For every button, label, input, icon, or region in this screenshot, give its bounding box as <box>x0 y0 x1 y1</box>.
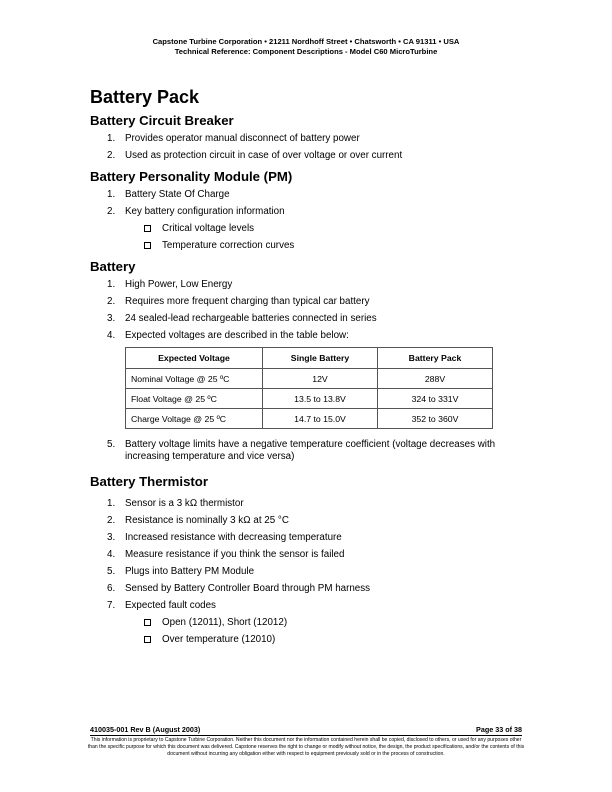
footer-row <box>90 725 522 734</box>
square-bullet-icon <box>144 619 151 626</box>
list-item <box>90 512 530 529</box>
table-cell: Charge Voltage @ 25 ºC <box>126 409 263 429</box>
sub-item-text: Critical voltage levels <box>162 223 255 234</box>
table-cell: 14.7 to 15.0V <box>263 409 378 429</box>
item-number: 5. <box>107 566 116 577</box>
item-text: Battery voltage limits have a negative temperature coefficient (voltage decreases with increasing temperature and vice versa) <box>125 439 496 462</box>
item-text: Plugs into Battery PM Module <box>125 566 255 577</box>
item-text: Key battery configuration information <box>125 206 285 217</box>
item-text: Sensed by Battery Controller Board through PM harness <box>125 583 371 594</box>
sub-list-item <box>90 631 530 648</box>
page-header <box>0 37 612 57</box>
table-header-cell: Expected Voltage <box>126 348 263 369</box>
item-text: Used as protection circuit in case of over voltage or over current <box>125 150 403 161</box>
table-cell: 12V <box>263 369 378 389</box>
table-header-row <box>126 348 493 369</box>
list-item <box>90 310 530 327</box>
item-number: 2. <box>107 515 116 526</box>
thermistor-list <box>90 495 530 648</box>
item-number: 2. <box>107 296 116 307</box>
table-cell: 352 to 360V <box>378 409 493 429</box>
list-item <box>90 130 530 147</box>
item-text: Resistance is nominally 3 kΩ at 25 °C <box>125 515 289 526</box>
table-cell: 288V <box>378 369 493 389</box>
list-item <box>90 276 530 293</box>
list-item <box>90 580 530 597</box>
table-cell: Nominal Voltage @ 25 ºC <box>126 369 263 389</box>
section-heading-pm: Battery Personality Module (PM) <box>90 169 293 184</box>
item-text: 24 sealed-lead rechargeable batteries connected in series <box>125 313 377 324</box>
table-row <box>126 369 493 389</box>
table-row <box>126 409 493 429</box>
list-item <box>90 529 530 546</box>
section-heading-battery: Battery <box>90 259 136 274</box>
voltage-table <box>125 347 493 429</box>
table-row <box>126 389 493 409</box>
item-text: Requires more frequent charging than typical car battery <box>125 296 370 307</box>
table-cell: Float Voltage @ 25 ºC <box>126 389 263 409</box>
sub-list-item <box>90 220 530 237</box>
item-text: Expected voltages are described in the table below: <box>125 330 349 341</box>
footer-divider <box>90 735 522 736</box>
sub-item-text: Over temperature (12010) <box>162 634 276 645</box>
header-address: Capstone Turbine Corporation • 21211 Nordhoff Street • Chatsworth • CA 91311 • USA <box>152 37 460 46</box>
item-text: Measure resistance if you think the sensor is failed <box>125 549 345 560</box>
sub-item-text: Temperature correction curves <box>162 240 295 251</box>
section-heading-breaker: Battery Circuit Breaker <box>90 113 234 128</box>
battery-list <box>90 276 530 344</box>
section-heading-thermistor: Battery Thermistor <box>90 474 208 489</box>
item-number: 1. <box>107 279 116 290</box>
item-number: 4. <box>107 549 116 560</box>
item-number: 3. <box>107 532 116 543</box>
list-item <box>90 439 530 463</box>
item-text: High Power, Low Energy <box>125 279 233 290</box>
sub-list-item <box>90 237 530 254</box>
item-text: Increased resistance with decreasing temperature <box>125 532 342 543</box>
item-number: 5. <box>107 439 116 450</box>
pm-list <box>90 186 530 254</box>
sub-list-item <box>90 614 530 631</box>
item-number: 1. <box>107 189 116 200</box>
table-header-cell: Single Battery <box>263 348 378 369</box>
list-item <box>90 327 530 344</box>
item-number: 1. <box>107 133 116 144</box>
table-cell: 324 to 331V <box>378 389 493 409</box>
list-item <box>90 147 530 164</box>
list-item <box>90 203 530 220</box>
square-bullet-icon <box>144 242 151 249</box>
item-text: Battery State Of Charge <box>125 189 230 200</box>
square-bullet-icon <box>144 636 151 643</box>
item-text: Sensor is a 3 kΩ thermistor <box>125 498 244 509</box>
item-number: 6. <box>107 583 116 594</box>
sub-item-text: Open (12011), Short (12012) <box>162 617 288 628</box>
list-item <box>90 546 530 563</box>
item-number: 2. <box>107 206 116 217</box>
table-cell: 13.5 to 13.8V <box>263 389 378 409</box>
item-number: 3. <box>107 313 116 324</box>
item-number: 2. <box>107 150 116 161</box>
list-item <box>90 563 530 580</box>
item-number: 1. <box>107 498 116 509</box>
list-item <box>90 495 530 512</box>
breaker-list <box>90 130 530 164</box>
footer-page-number: Page 33 of 38 <box>476 725 522 734</box>
page-title: Battery Pack <box>90 87 200 107</box>
footer-disclaimer: This information is proprietary to Capstone Turbine Corporation. Neither this document nor the information contained herein shall be copied, disclosed to others, or used for any purposes other than the specific purpose for which this document was delivered. Capstone reserves the right to change or modify without notice, the design, the product specifications, and/or the contents of this document without incurring any obligation either with respect to equipment previously sold or in the process of construction. <box>87 737 525 757</box>
item-text: Provides operator manual disconnect of battery power <box>125 133 360 144</box>
battery-list-continued <box>90 439 530 463</box>
item-number: 4. <box>107 330 116 341</box>
footer-doc-id: 410035-001 Rev B (August 2003) <box>90 725 201 734</box>
header-doc-title: Technical Reference: Component Descriptions - Model C60 MicroTurbine <box>174 47 438 56</box>
list-item <box>90 293 530 310</box>
table-header-cell: Battery Pack <box>378 348 493 369</box>
item-text: Expected fault codes <box>125 600 216 611</box>
page-body <box>90 86 530 648</box>
square-bullet-icon <box>144 225 151 232</box>
list-item <box>90 186 530 203</box>
item-number: 7. <box>107 600 116 611</box>
list-item <box>90 597 530 614</box>
